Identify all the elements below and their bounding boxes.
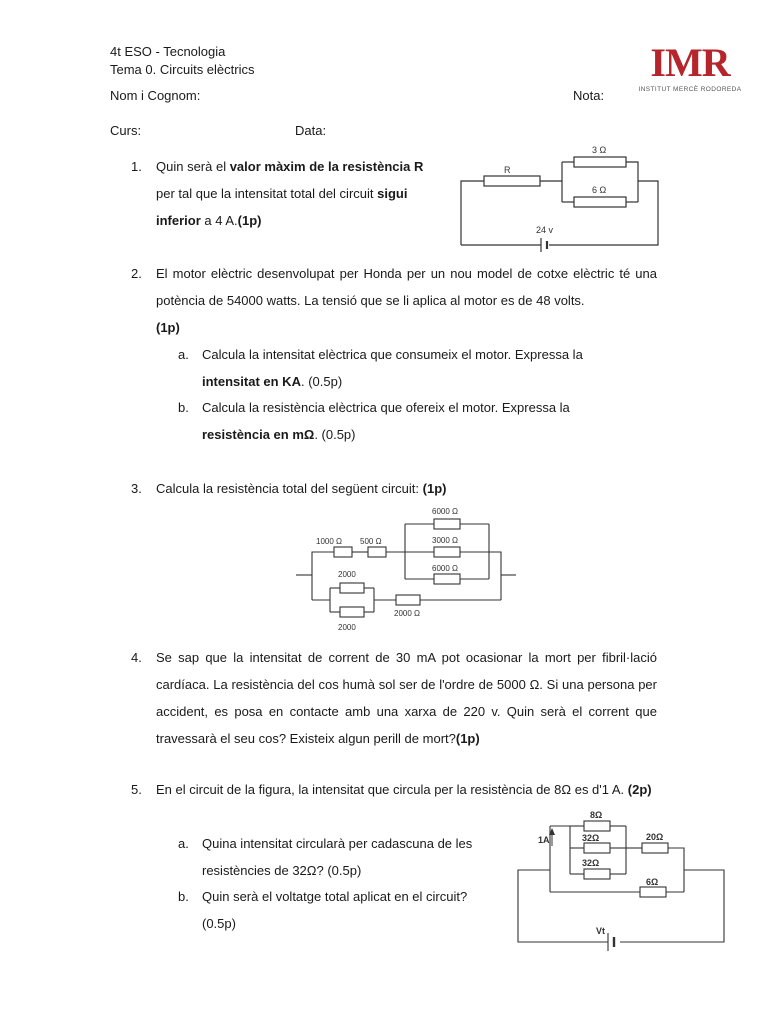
q1-points: (1p) <box>237 213 262 228</box>
q2b-label: b. <box>178 400 189 415</box>
school-logo <box>634 36 746 96</box>
logo-graphic <box>634 36 746 96</box>
q5b-text: Quin serà el voltatge total aplicat en el circuit? (0.5p) <box>202 889 468 931</box>
q5a-text: Quina intensitat circularà per cadascuna de les resistències de 32Ω? (0.5p) <box>202 836 473 878</box>
q5-r32a-label: 32Ω <box>582 833 600 843</box>
question-5-number: 5. <box>131 782 142 797</box>
logo-text: IMR <box>650 40 730 85</box>
q3-points: (1p) <box>422 481 447 496</box>
q3-r6000b-label: 6000 Ω <box>432 564 458 573</box>
q5-r6-label: 6Ω <box>646 877 659 887</box>
question-3-text <box>156 475 657 502</box>
logo-subtitle: INSTITUT MERCÈ RODOREDA <box>638 86 742 93</box>
q2a-text-1: Calcula la intensitat elèctrica que consumeix el motor. Expressa la <box>202 347 583 362</box>
question-3-circuit <box>290 502 522 634</box>
group-label: Curs: <box>110 123 142 138</box>
q5b-label: b. <box>178 889 189 904</box>
question-3-number: 3. <box>131 481 142 496</box>
q3-r2000b-label: 2000 <box>338 623 356 632</box>
q2a-bold: intensitat en KA <box>202 374 301 389</box>
name-label: Nom i Cognom: <box>110 88 201 103</box>
q2a-text-2: . (0.5p) <box>300 374 343 389</box>
question-1-text <box>156 153 448 234</box>
q1-bold-1: valor màxim de la resistència R <box>229 159 424 174</box>
question-2-text <box>156 260 657 341</box>
question-1-circuit <box>452 142 664 254</box>
course-title: 4t ESO - Tecnologia <box>110 44 226 59</box>
question-5-text <box>156 776 657 803</box>
q5-vt-label: Vt <box>596 926 605 936</box>
q5-text: En el circuit de la figura, la intensitat que circula per la resistència de 8Ω es d'1 A. <box>156 782 628 797</box>
question-1-number: 1. <box>131 159 142 174</box>
q5-points: (2p) <box>627 782 652 797</box>
q2a-label: a. <box>178 347 189 362</box>
question-4-text <box>156 644 657 752</box>
q2b-text <box>202 394 657 448</box>
q3-text: Calcula la resistència total del següent circuit: <box>156 481 423 496</box>
q3-r2000a-label: 2000 <box>338 570 356 579</box>
q2b-bold: resistència en mΩ <box>202 427 315 442</box>
q4-points: (1p) <box>455 731 480 746</box>
q2b-text-2: . (0.5p) <box>314 427 356 442</box>
q1-bold-2: sigui <box>377 186 408 201</box>
q2a-text <box>202 341 657 395</box>
topic-title: Tema 0. Circuits elèctrics <box>110 62 255 77</box>
q1-text-3: a 4 A. <box>200 213 238 228</box>
q1-r-label: R <box>504 165 511 175</box>
q2b-text-1: Calcula la resistència elèctrica que ofereix el motor. Expressa la <box>202 400 570 415</box>
grade-label: Nota: <box>573 88 605 103</box>
question-2-number: 2. <box>131 266 142 281</box>
q5-current-label: 1A <box>538 835 550 845</box>
q3-r6000a-label: 6000 Ω <box>432 507 458 516</box>
q5a-label: a. <box>178 836 189 851</box>
q1-bold-3: inferior <box>156 213 201 228</box>
q1-r2-label: 6 Ω <box>592 185 607 195</box>
q3-r2000c-label: 2000 Ω <box>394 609 420 618</box>
q1-text-2: per tal que la intensitat total del circuit <box>156 186 378 201</box>
q3-r1000-label: 1000 Ω <box>316 537 342 546</box>
q1-text-1: Quin serà el <box>156 159 230 174</box>
q1-r1-label: 3 Ω <box>592 145 607 155</box>
question-5-circuit <box>512 806 732 960</box>
q2-text: El motor elèctric desenvolupat per Honda per un nou model de cotxe elèctric té una potència de 54000 watts. La tensió que se li aplica al motor es de 48 volts. <box>156 266 657 308</box>
q3-r3000-label: 3000 Ω <box>432 536 458 545</box>
q1-v-label: 24 v <box>536 225 554 235</box>
date-label: Data: <box>295 123 327 138</box>
q5-r32b-label: 32Ω <box>582 858 600 868</box>
q3-r500-label: 500 Ω <box>360 537 382 546</box>
question-4-number: 4. <box>131 650 142 665</box>
q5-r8-label: 8Ω <box>590 810 603 820</box>
q4-text: Se sap que la intensitat de corrent de 30 mA pot ocasionar la mort per fibril·lació cardíaca. La resistència del cos humà sol ser de l'ordre de 5000 Ω. Si una persona per accident, es posa en contacte amb una xarxa de 220 v. Quin serà el corrent que travessarà el seu cos? Existeix algun perill de mort? <box>156 650 657 746</box>
q5-r20-label: 20Ω <box>646 832 664 842</box>
q2-points: (1p) <box>156 320 180 335</box>
